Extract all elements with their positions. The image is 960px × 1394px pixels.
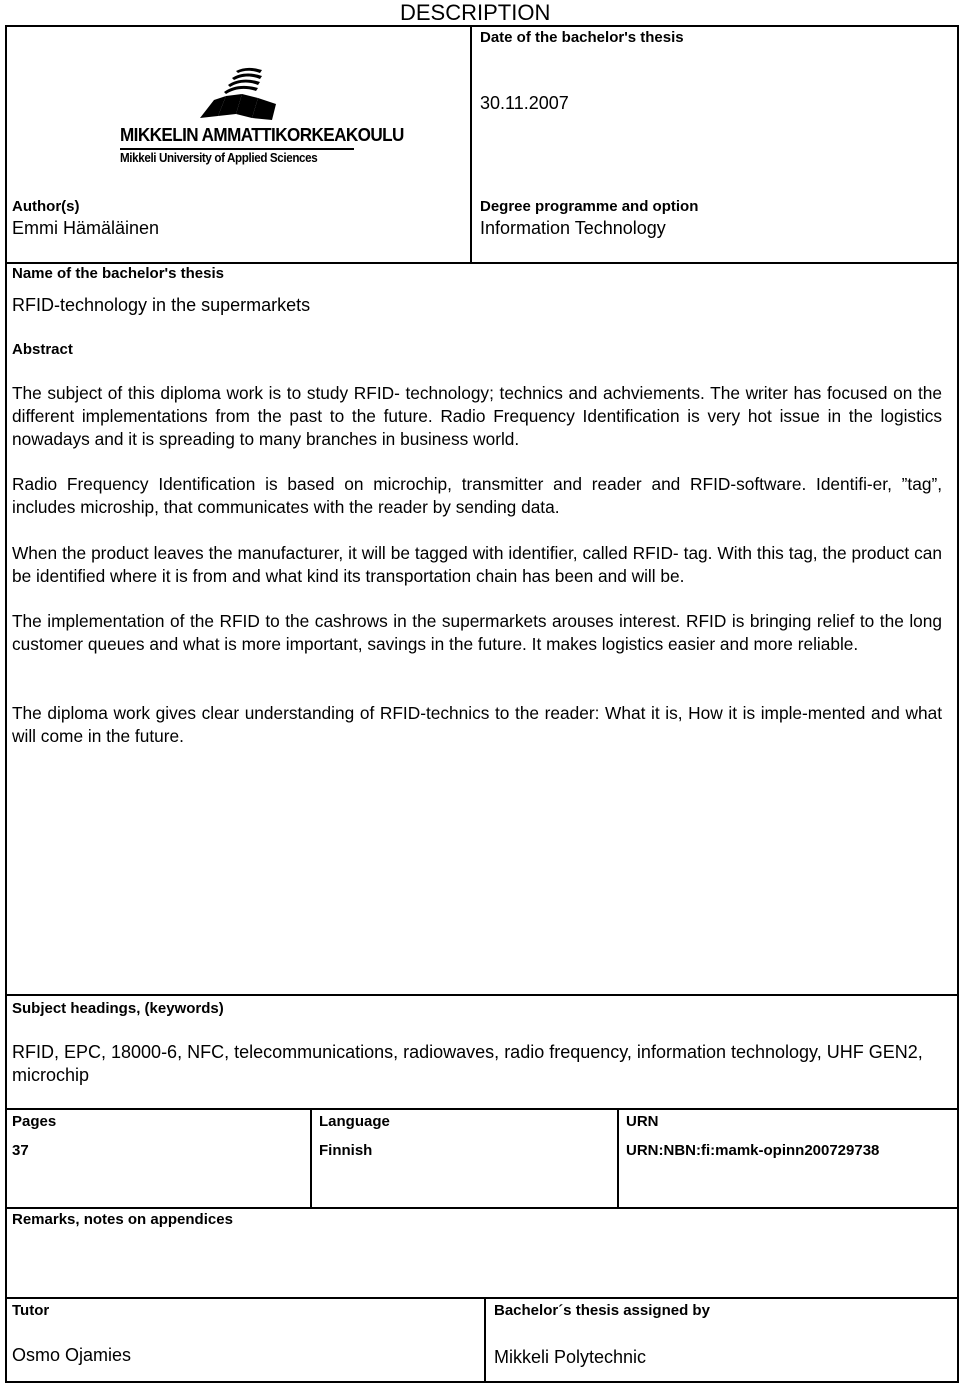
abstract-paragraph-5: The diploma work gives clear understanding of RFID-technics to the reader: What it is, How it is imple-mented and what will come in the future. xyxy=(12,703,942,746)
language-value: Finnish xyxy=(319,1142,373,1159)
assigned-value: Mikkeli Polytechnic xyxy=(494,1347,647,1367)
keywords-top-line xyxy=(5,994,959,996)
tutor-divider xyxy=(484,1297,486,1383)
pages-label: Pages xyxy=(12,1113,57,1130)
header-divider xyxy=(470,25,472,263)
degree-label: Degree programme and option xyxy=(480,198,699,215)
frame-bottom xyxy=(5,1381,959,1383)
pages-divider-1 xyxy=(310,1108,312,1208)
date-label: Date of the bachelor's thesis xyxy=(480,29,684,46)
logo-name: MIKKELIN AMMATTIKORKEAKOULU xyxy=(120,125,404,145)
author-label: Author(s) xyxy=(12,198,80,215)
book-logo-icon xyxy=(196,66,280,122)
keywords-label: Subject headings, (keywords) xyxy=(12,1000,224,1017)
urn-value: URN:NBN:fi:mamk-opinn200729738 xyxy=(626,1142,880,1159)
abstract-paragraph-4: The implementation of the RFID to the cashrows in the supermarkets arouses interest. RFID is bringing relief to the long customer queues and what is more important, savings in the future. It makes logistics easier and more reliable. xyxy=(12,611,942,654)
tutor-top-line xyxy=(5,1297,959,1299)
frame-top xyxy=(5,25,959,27)
header-bottom-line xyxy=(5,262,959,264)
abstract-paragraph-3: When the product leaves the manufacturer, it will be tagged with identifier, called RFID- tag. With this tag, the product can be identified where it is from and what kind its transportation chain has been and will be. xyxy=(12,543,942,586)
remarks-top-line xyxy=(5,1207,959,1209)
frame-left xyxy=(5,25,7,1383)
pages-value: 37 xyxy=(12,1142,29,1159)
remarks-label: Remarks, notes on appendices xyxy=(12,1211,233,1228)
logo-rule xyxy=(120,148,354,150)
pages-divider-2 xyxy=(617,1108,619,1208)
tutor-label: Tutor xyxy=(12,1302,50,1319)
pages-top-line xyxy=(5,1108,959,1110)
abstract-paragraph-2: Radio Frequency Identification is based on microchip, transmitter and reader and RFID-software. Identifi-er, ”tag”, includes microship, that communicates with the reader by sending data. xyxy=(12,474,942,517)
keywords-value: RFID, EPC, 18000-6, NFC, telecommunications, radiowaves, radio frequency, information technology, UHF GEN2, microchip xyxy=(12,1042,923,1085)
assigned-label: Bachelor´s thesis assigned by xyxy=(494,1302,710,1319)
language-label: Language xyxy=(319,1113,390,1130)
abstract-paragraph-1: The subject of this diploma work is to study RFID- technology; technics and achviements. The writer has focused on the different implementations from the past to the future. Radio Frequency Identification is very hot issue in the logistics nowadays and it is spreading to many branches in business world. xyxy=(12,383,942,449)
page-title: DESCRIPTION xyxy=(400,0,551,25)
tutor-value: Osmo Ojamies xyxy=(12,1345,132,1365)
university-logo xyxy=(196,66,280,122)
thesis-name-value: RFID-technology in the supermarkets xyxy=(12,295,311,315)
frame-right xyxy=(957,25,959,1383)
thesis-name-label: Name of the bachelor's thesis xyxy=(12,265,224,282)
urn-label: URN xyxy=(626,1113,659,1130)
degree-value: Information Technology xyxy=(480,218,666,238)
logo-subtitle: Mikkeli University of Applied Sciences xyxy=(120,151,318,165)
author-value: Emmi Hämäläinen xyxy=(12,218,160,238)
date-value: 30.11.2007 xyxy=(480,93,569,113)
abstract-label: Abstract xyxy=(12,341,73,358)
